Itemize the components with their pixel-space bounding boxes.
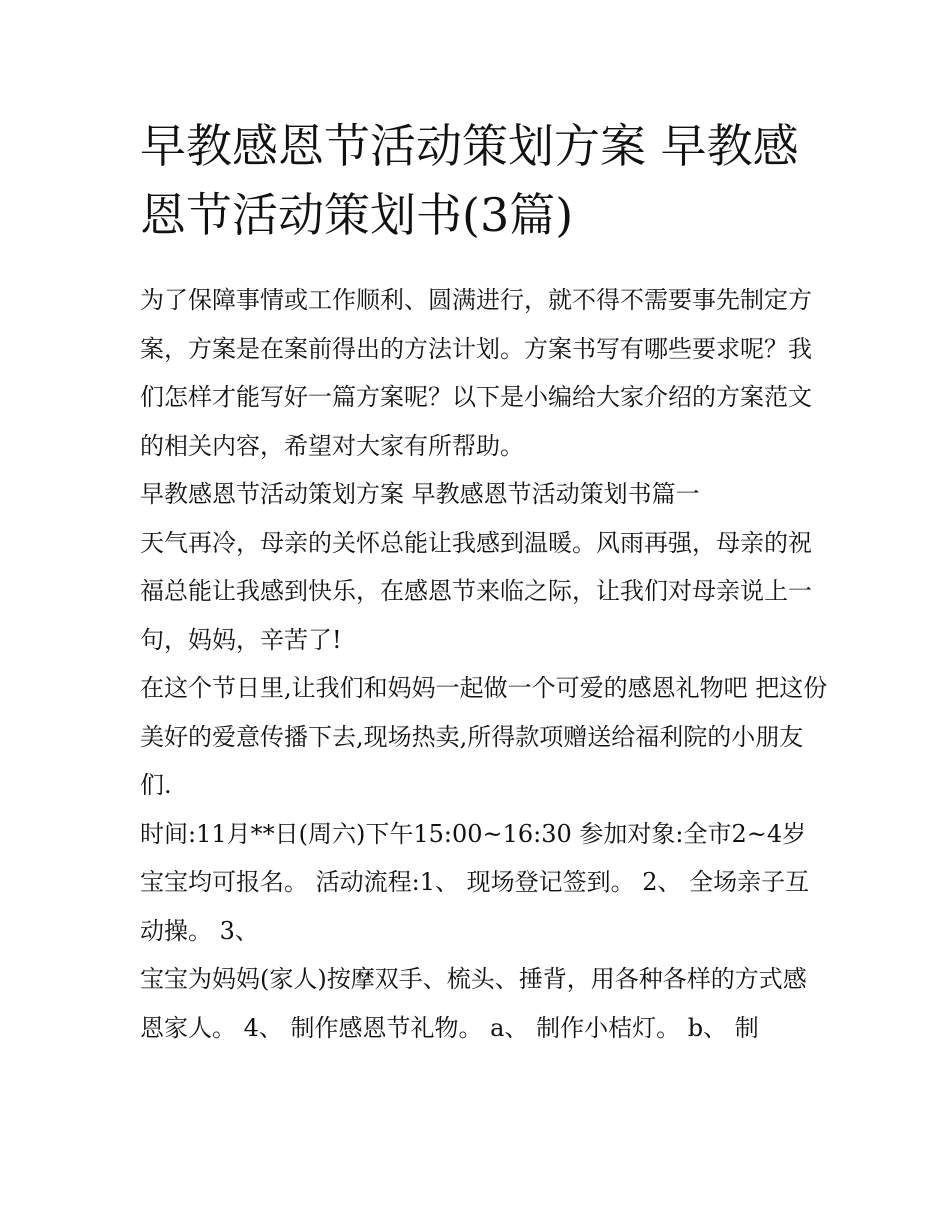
body-paragraph: 时间:11月**日(周六)下午15:00~16:30 参加对象:全市2~4岁宝宝均可报名。 活动流程:1、 现场登记签到。 2、 全场亲子互动操。 3、 — [140, 819, 810, 945]
body-paragraph: 宝宝为妈妈(家人)按摩双手、梳头、捶背，用各种各样的方式感恩家人。 4、 制作感恩节礼物。 a、 制作小桔灯。 b、 制 — [140, 965, 807, 1042]
section-heading: 早教感恩节活动策划方案 早教感恩节活动策划书篇一 — [140, 480, 700, 508]
body-paragraph: 天气再冷，母亲的关怀总能让我感到温暖。风雨再强，母亲的祝福总能让我感到快乐，在感恩节来临之际，让我们对母亲说上一句，妈妈，辛苦了! — [140, 528, 812, 654]
document-title: 早教感恩节活动策划方案 早教感恩节活动策划书(3篇) — [140, 119, 799, 242]
body-paragraph: 在这个节日里,让我们和妈妈一起做一个可爱的感恩礼物吧 把这份美好的爱意传播下去,现场热卖,所得款项赠送给福利院的小朋友们. — [140, 674, 828, 799]
intro-paragraph: 为了保障事情或工作顺利、圆满进行，就不得不需要事先制定方案，方案是在案前得出的方法计划。方案书写有哪些要求呢？我们怎样才能写好一篇方案呢？以下是小编给大家介绍的方案范文的相关内容，希望对大家有所帮助。 — [140, 286, 812, 460]
document-body — [140, 276, 830, 1052]
